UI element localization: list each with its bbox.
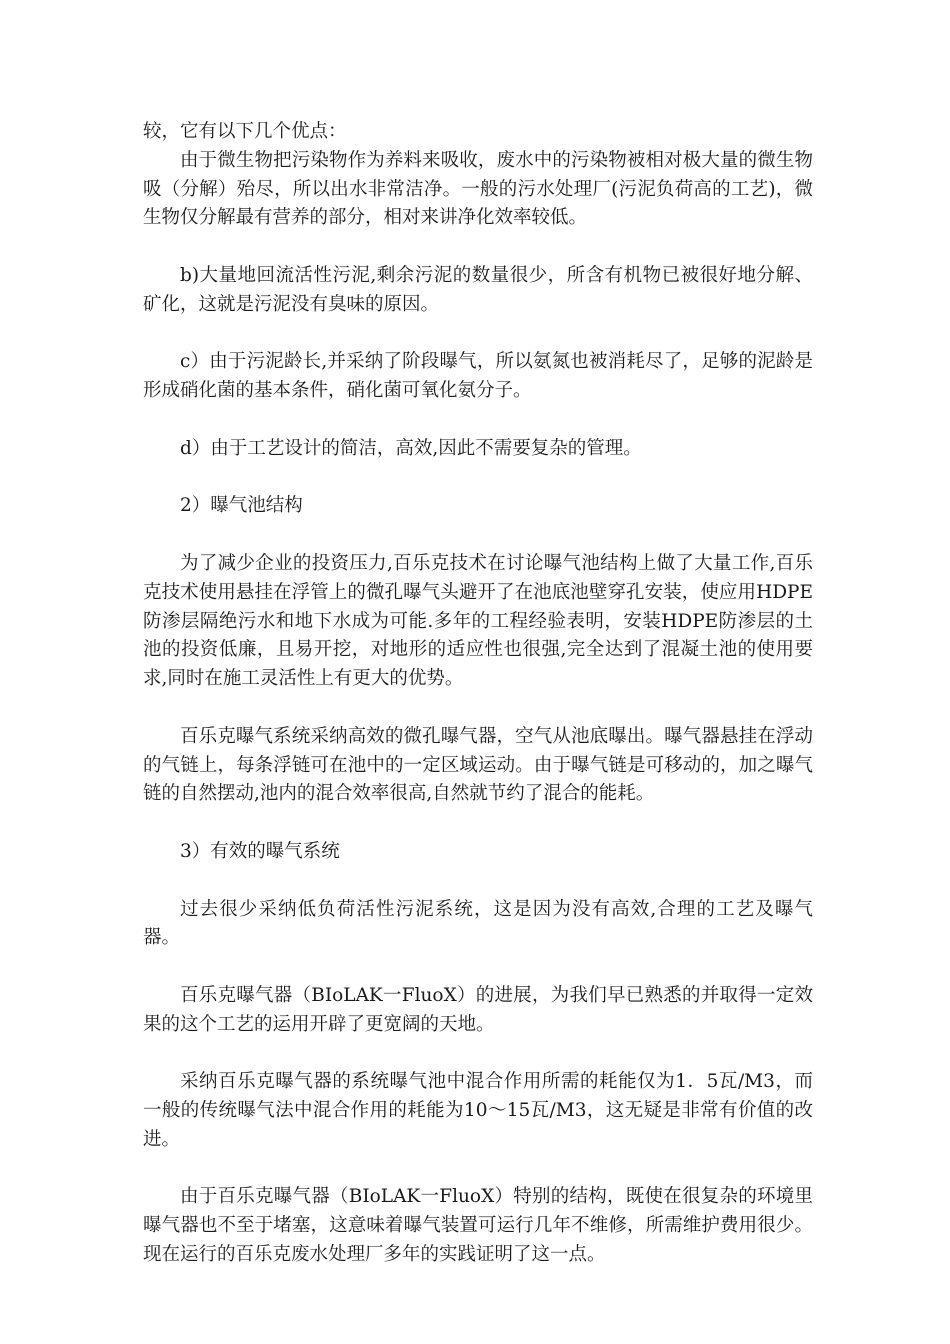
- paragraph-no-clogging: 由于百乐克曝气器（BIoLAK一FluoX）特别的结构，既使在很复杂的环境里曝气器也不至于堵塞，这意味着曝气装置可运行几年不维修，所需维护费用很少。现在运行的百乐克废水处理厂多年的实践证明了这一点。: [143, 1186, 813, 1266]
- paragraph-advantage-c: c）由于污泥龄长,并采纳了阶段曝气，所以氨氮也被消耗尽了，足够的泥龄是形成硝化菌的基本条件，硝化菌可氧化氨分子。: [143, 351, 813, 402]
- document-body: [143, 118, 813, 1299]
- paragraph-biolak-progress: 百乐克曝气器（BIoLAK一FluoX）的进展，为我们早已熟悉的并取得一定效果的这个工艺的运用开辟了更宽阔的天地。: [143, 984, 813, 1035]
- paragraph-aeration-system-design: 百乐克曝气系统采纳高效的微孔曝气器，空气从池底曝出。曝气器悬挂在浮动的气链上，每条浮链可在池中的一定区域运动。由于曝气链是可移动的，加之曝气链的自然摆动,池内的混合效率很高,自然就节约了混合的能耗。: [143, 725, 813, 805]
- paragraph-advantage-d: d）由于工艺设计的简洁，高效,因此不需要复杂的管理。: [180, 437, 642, 459]
- paragraph-intro-continuation: 较，它有以下几个优点：: [143, 121, 347, 142]
- section-heading-effective-aeration: 3）有效的曝气系统: [180, 840, 340, 862]
- paragraph-advantage-b: b)大量地回流活性污泥,剩余污泥的数量很少，所含有机物已被很好地分解、矿化，这就是污泥没有臭味的原因。: [143, 264, 813, 315]
- paragraph-energy-consumption: 采纳百乐克曝气器的系统曝气池中混合作用所需的耗能仅为1．5瓦/M3，而一般的传统曝气法中混合作用的耗能为10～15瓦/M3，这无疑是非常有价值的改进。: [143, 1071, 813, 1150]
- paragraph-advantage-a: 由于微生物把污染物作为养料来吸收，废水中的污染物被相对极大量的微生物吸（分解）殆尽，所以出水非常洁净。一般的污水处理厂(污泥负荷高的工艺)，微生物仅分解最有营养的部分，相对来讲净化效率较低。: [143, 149, 813, 229]
- section-heading-aeration-tank-structure: 2）曝气池结构: [180, 495, 303, 517]
- paragraph-low-load-history: 过去很少采纳低负荷活性污泥系统，这是因为没有高效,合理的工艺及曝气器。: [143, 898, 813, 949]
- paragraph-tank-structure: 为了减少企业的投资压力,百乐克技术在讨论曝气池结构上做了大量工作,百乐克技术使用悬挂在浮管上的微孔曝气头避开了在池底池壁穿孔安装，使应用HDPE防渗层隔绝污水和地下水成为可能.多年的工程经验表明，安装HDPE防渗层的土池的投资低廉，且易开挖，对地形的适应性也很强,完全达到了混凝土池的使用要求,同时在施工灵活性上有更大的优势。: [143, 552, 813, 690]
